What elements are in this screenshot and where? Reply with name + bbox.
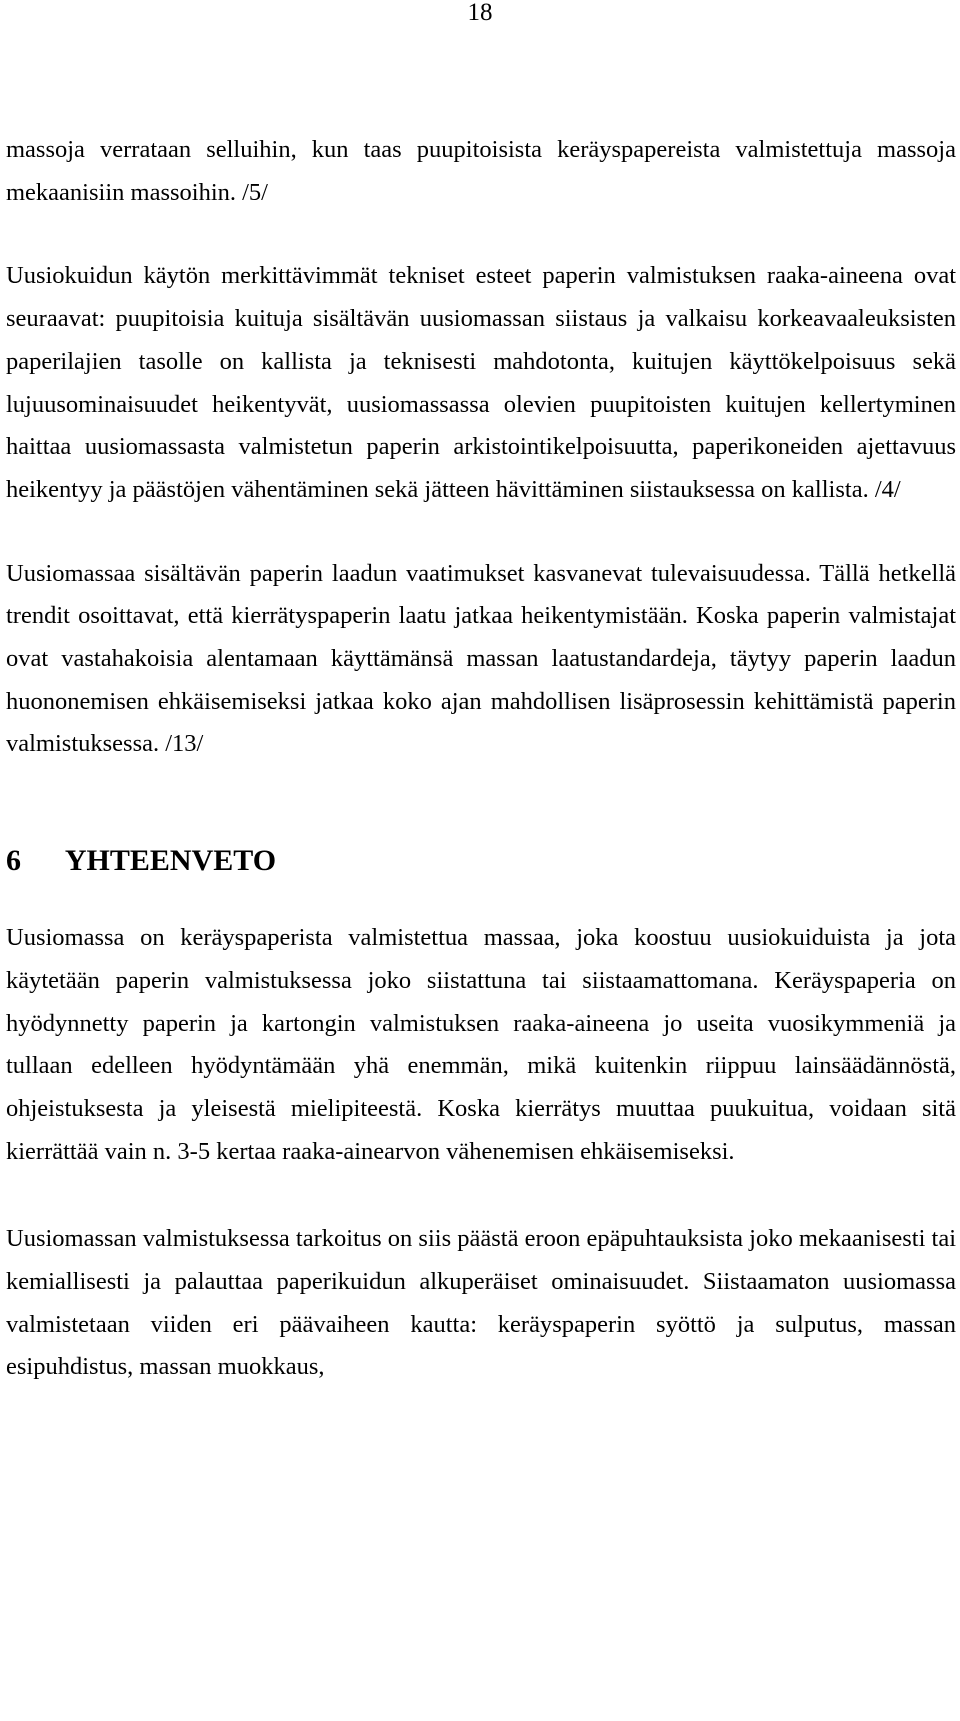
paragraph-esteet: Uusiokuidun käytön merkittävimmät tekniset esteet paperin valmistuksen raaka-aineena ovat seuraavat: puupitoisia kuituja sisältävän uusiomassan siistaus ja valkaisu korkeavaaleuksisten paperilajien tasolle on kallista ja teknisesti mahdotonta, kuitujen käyttökelpoisuus sekä lujuusominaisuudet heikentyvät, uusiomassassa olevien puupitoisten kuitujen kellertyminen haittaa uusiomassasta valmistetun paperin arkistointikelpoisuutta, paperikoneiden ajettavuus heikentyy ja päästöjen vähentäminen sekä jätteen hävittäminen siistauksessa on kallista. /4/: [6, 262, 956, 503]
section-number: 6: [6, 844, 21, 878]
page-number: 18: [467, 0, 493, 26]
paragraph-yhteenveto-2: Uusiomassan valmistuksessa tarkoitus on siis päästä eroon epäpuhtauksista joko mekaanisesti tai kemiallisesti ja palauttaa paperikuidun alkuperäiset ominaisuudet. Siistaamaton uusiomassa valmistetaan viiden eri päävaiheen kautta: keräyspaperin syöttö ja sulputus, massan esipuhdistus, massan muokkaus,: [6, 1225, 956, 1381]
section-heading: [6, 841, 956, 881]
paragraph-massat: massoja verrataan selluihin, kun taas puupitoisista keräyspapereista valmistettuja massoja mekaanisiin massoihin. /5/: [6, 136, 956, 206]
paragraph-yhteenveto-1: Uusiomassa on keräyspaperista valmistettua massaa, joka koostuu uusiokuiduista ja jota käytetään paperin valmistuksessa joko siistattuna tai siistaamattomana. Keräyspaperia on hyödynnetty paperin ja kartongin valmistuksen raaka-aineena jo useita vuosikymmeniä ja tullaan edelleen hyödyntämään yhä enemmän, mikä kuitenkin riippuu lainsäädännöstä, ohjeistuksesta ja yleisestä mielipiteestä. Koska kierrätys muuttaa puukuitua, voidaan sitä kierrättää vain n. 3-5 kertaa raaka-ainearvon vähenemisen ehkäisemiseksi.: [6, 924, 956, 1165]
document-body: [6, 129, 956, 1389]
paragraph-laatuvaatimukset: Uusiomassaa sisältävän paperin laadun vaatimukset kasvanevat tulevaisuudessa. Tällä hetkellä trendit osoittavat, että kierrätyspaperin laatu jatkaa heikentymistään. Koska paperin valmistajat ovat vastahakoisia alentamaan käyttämänsä massan laatustandardeja, täytyy paperin laadun huononemisen ehkäisemiseksi jatkaa koko ajan mahdollisen lisäprosessin kehittämistä paperin valmistuksessa. /13/: [6, 559, 956, 758]
section-title: YHTEENVETO: [64, 844, 277, 878]
